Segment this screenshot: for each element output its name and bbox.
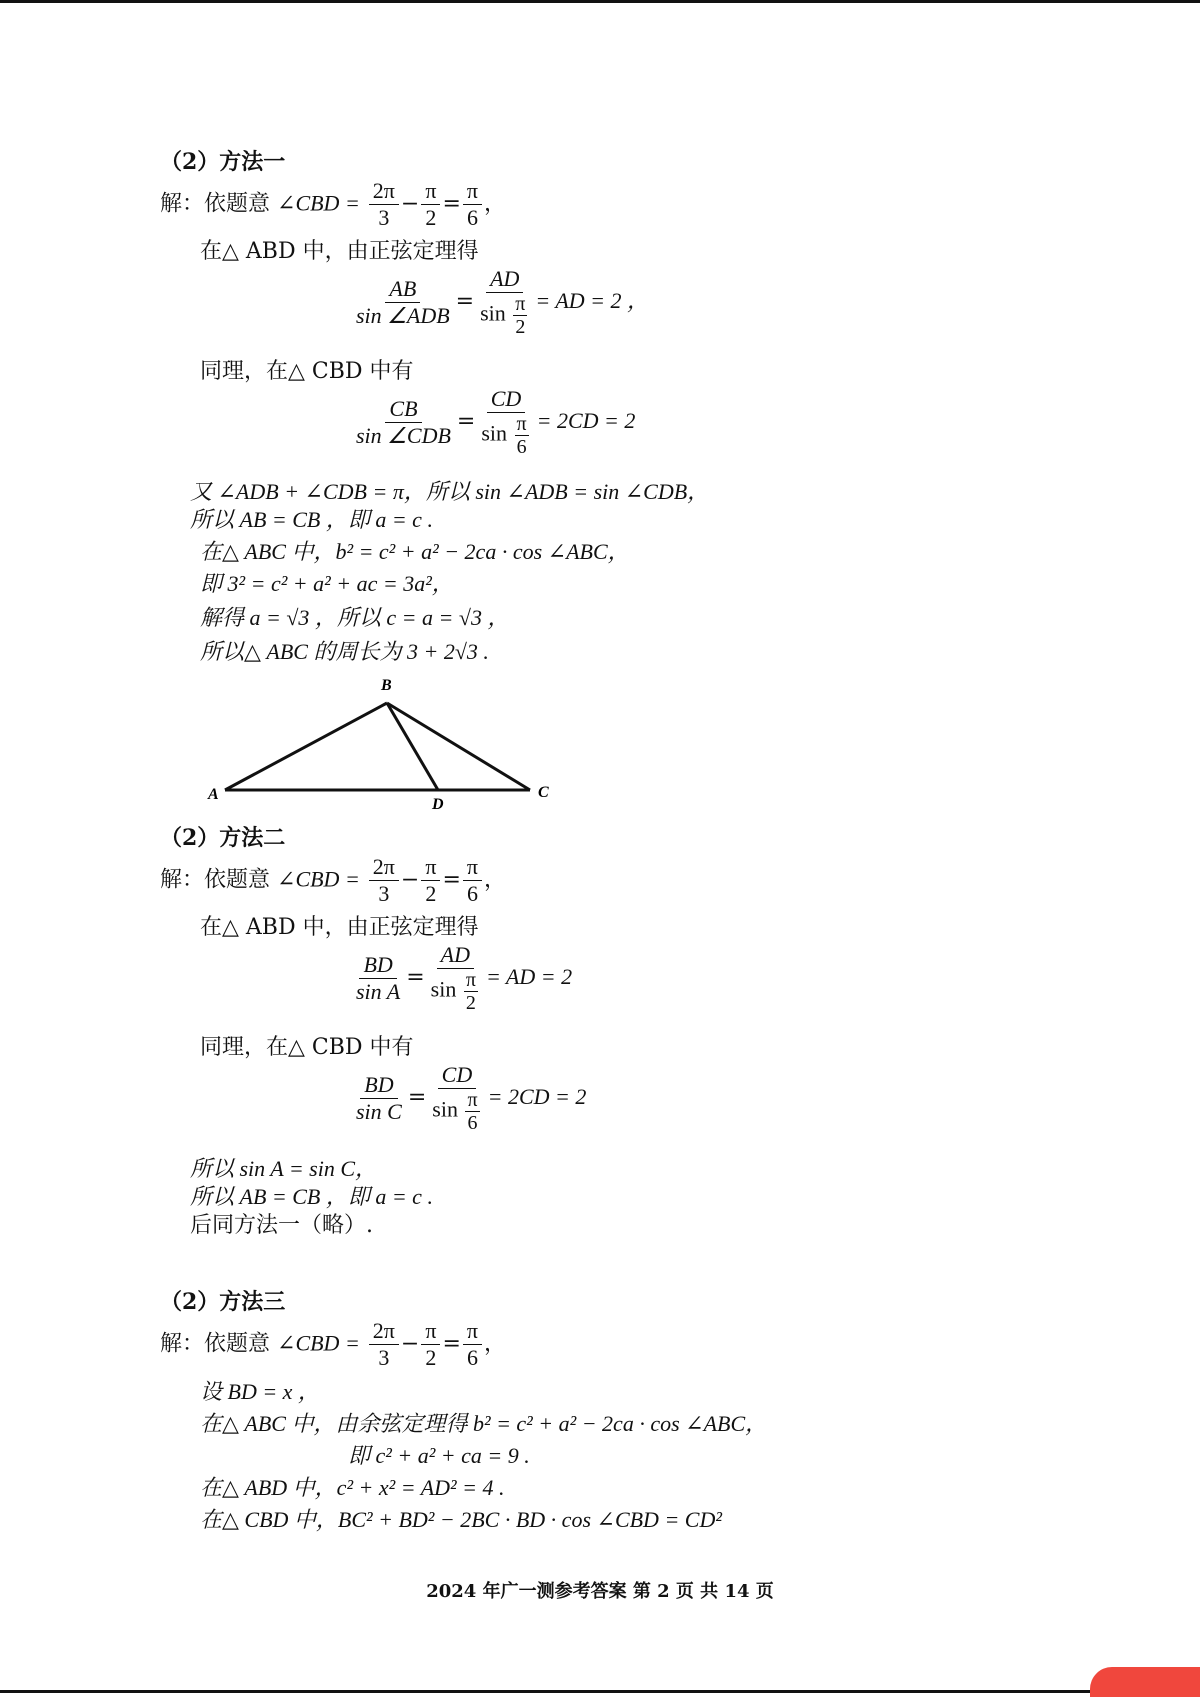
solution-prefix: 解：依题意 — [160, 867, 271, 893]
angle-expr: ∠CBD = — [277, 866, 360, 892]
bottom-border — [0, 1690, 1200, 1693]
method2-line2: 在△ ABD 中，由正弦定理得 — [200, 915, 479, 940]
fraction: $\frac{\pi}{6}$ — [463, 1318, 482, 1371]
method1-line4: 同理，在△ CBD 中有 — [200, 359, 414, 384]
method3-line5: 在△ ABD 中，c² + x² = AD² = 4 . — [200, 1475, 505, 1500]
method2-header: （2）方法二 — [160, 825, 286, 851]
method3-header: （2）方法三 — [160, 1289, 286, 1315]
method2-sine-law-eq2: $\frac{BD}{\text{sin C}}$ = CD sin $\frac{\pi}{6}$ = 2CD = 2 — [350, 1062, 586, 1134]
fraction: $\frac{2\pi}{3}$ — [369, 178, 399, 231]
vertex-label-c: C — [538, 784, 549, 801]
solution-prefix: 解：依题意 — [160, 1331, 271, 1357]
segment-bd — [387, 703, 438, 790]
fraction: AD sin $\frac{\pi}{2}$ — [480, 266, 526, 338]
method1-line1: 解：依题意 ∠CBD = $\frac{2\pi}{3}$ − $\frac{\pi}{2}$ = $\frac{\pi}{6}$ ， — [160, 178, 507, 230]
fraction: CD sin $\frac{\pi}{6}$ — [432, 1062, 478, 1134]
angle-expr: ∠CBD = — [277, 190, 360, 216]
angle-expr: ∠CBD = — [277, 1330, 360, 1356]
vertex-label-a: A — [208, 786, 219, 803]
fraction: $\frac{\pi}{6}$ — [463, 178, 482, 231]
method3-line1: 解：依题意 ∠CBD = $\frac{2\pi}{3}$ − $\frac{\pi}{2}$ = $\frac{\pi}{6}$ ， — [160, 1318, 507, 1370]
method1-line11: 所以△ ABC 的周长为 3 + 2√3 . — [200, 639, 489, 664]
method3-line6: 在△ CBD 中，BC² + BD² − 2BC · BD · cos ∠CBD = CD² — [200, 1507, 722, 1532]
fraction: $\frac{BD}{\text{sin A}}$ — [356, 951, 401, 1004]
side-ab — [225, 703, 387, 790]
page-footer: 2024 年广一测参考答案 第 2 页 共 14 页 — [426, 1581, 774, 1602]
method1-line2: 在△ ABD 中，由正弦定理得 — [200, 239, 479, 264]
fraction: AD sin $\frac{\pi}{2}$ — [430, 942, 476, 1014]
method3-line2: 设 BD = x ， — [200, 1379, 320, 1404]
method2-line4: 同理，在△ CBD 中有 — [200, 1035, 414, 1060]
vertex-label-b: B — [381, 677, 392, 694]
method2-line6: 所以 sin A = sin C， — [190, 1156, 378, 1181]
side-bc — [387, 703, 530, 790]
vertex-label-d: D — [432, 796, 444, 812]
fraction: $\frac{CB}{\text{sin ∠CDB}}$ — [356, 395, 451, 448]
fraction: $\frac{\pi}{2}$ — [421, 178, 440, 231]
method2-line8: 后同方法一（略）. — [190, 1213, 373, 1238]
method2-line1: 解：依题意 ∠CBD = $\frac{2\pi}{3}$ − $\frac{\pi}{2}$ = $\frac{\pi}{6}$ ， — [160, 854, 507, 906]
method2-sine-law-eq: $\frac{BD}{\text{sin A}}$ = AD sin $\frac{\pi}{2}$ = AD = 2 — [350, 942, 572, 1014]
method1-sine-law-eq: $\frac{AB}{\text{sin ∠ADB}}$ = AD sin $\frac{\pi}{2}$ = AD = 2 ， — [350, 266, 649, 338]
method2-line7: 所以 AB = CB ，即 a = c . — [190, 1184, 433, 1209]
fraction: $\frac{\pi}{6}$ — [463, 854, 482, 907]
method1-line9: 即 3² = c² + a² + ac = 3a²， — [200, 571, 454, 596]
fraction: $\frac{\pi}{2}$ — [421, 854, 440, 907]
corner-badge — [1090, 1667, 1200, 1697]
fraction: $\frac{BD}{\text{sin C}}$ — [356, 1071, 402, 1124]
fraction: CD sin $\frac{\pi}{6}$ — [481, 386, 527, 458]
method1-sine-law-eq2: $\frac{CB}{\text{sin ∠CDB}}$ = CD sin $\frac{\pi}{6}$ = 2CD = 2 — [350, 386, 635, 458]
solution-prefix: 解：依题意 — [160, 191, 271, 217]
method3-line4: 即 c² + a² + ca = 9 . — [348, 1443, 530, 1468]
fraction: $\frac{AB}{\text{sin ∠ADB}}$ — [356, 275, 450, 328]
triangle-figure — [200, 672, 570, 812]
fraction: $\frac{2\pi}{3}$ — [369, 1318, 399, 1371]
fraction: $\frac{2\pi}{3}$ — [369, 854, 399, 907]
fraction: $\frac{\pi}{2}$ — [421, 1318, 440, 1371]
method1-header: （2）方法一 — [160, 149, 286, 175]
method1-line6: 又 ∠ADB + ∠CDB = π，所以 sin ∠ADB = sin ∠CDB， — [190, 479, 710, 504]
method3-line3: 在△ ABC 中，由余弦定理得 b² = c² + a² − 2ca · cos ∠ABC， — [200, 1411, 768, 1436]
method1-line7: 所以 AB = CB ，即 a = c . — [190, 507, 433, 532]
method1-line10: 解得 a = √3 ，所以 c = a = √3 ， — [200, 605, 510, 630]
method1-line8: 在△ ABC 中，b² = c² + a² − 2ca · cos ∠ABC， — [200, 539, 630, 564]
top-border — [0, 0, 1200, 3]
